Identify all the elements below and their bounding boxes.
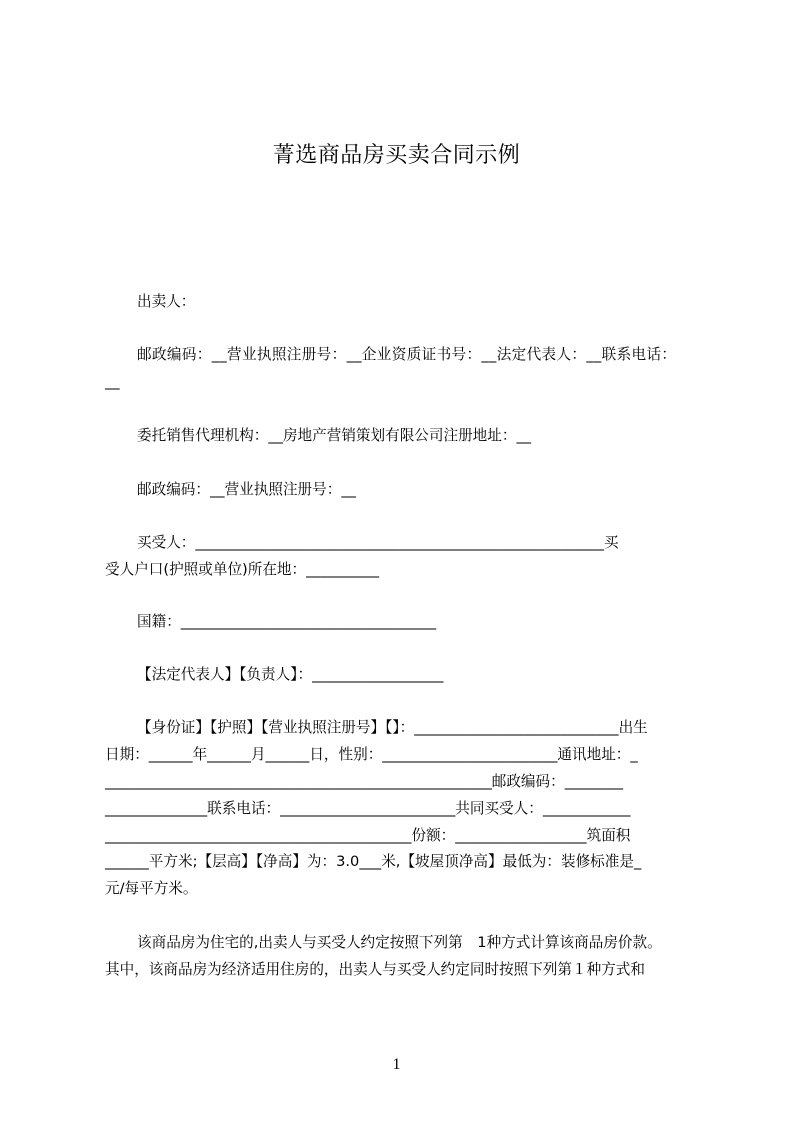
price-unit-line: 元/每平方米。 (105, 880, 198, 897)
birth-date-line: 日期：______年______月______日，性别：________________________通讯地址：_ (105, 746, 638, 763)
legal-representative-line: 【法定代表人】【负责人】：__________________ (137, 666, 444, 683)
document-title: 菁选商品房买卖合同示例 (272, 143, 521, 168)
price-clause-line-continued: 其中，该商品房为经济适用住房的，出卖人与买受人约定同时按照下列第１种方式和 (105, 961, 645, 978)
seller-info-line-continued: __ (105, 373, 120, 390)
share-line: __________________________________________份额：__________________筑面积 (105, 827, 631, 844)
price-clause-line: 该商品房为住宅的,出卖人与买受人约定按照下列第 1种方式计算该商品房价款。 (137, 934, 662, 951)
buyer-line: 买受人：________________________________________________________买 (137, 534, 619, 551)
id-line: 【身份证】【护照】【营业执照注册号】【】：____________________________出生 (137, 719, 648, 736)
seller-label: 出卖人： (137, 293, 196, 310)
seller-info-line: 邮政编码：__营业执照注册号：__企业资质证书号：__法定代表人：__联系电话： (137, 346, 677, 363)
buyer-residence-line: 受人户口(护照或单位)所在地：__________ (105, 561, 380, 578)
phone-line: ______________联系电话：________________________共同买受人：____________ (105, 800, 631, 817)
address-line: _____________________________________________________邮政编码：________ (105, 773, 624, 790)
area-line: ______平方米;【层高】【净高】为：3.0___米,【坡屋顶净高】最低为：装修标准是_ (105, 853, 642, 870)
agency-line: 委托销售代理机构：__房地产营销策划有限公司注册地址：__ (137, 427, 532, 444)
page-number: 1 (392, 1056, 401, 1073)
agency-postal-line: 邮政编码：__营业执照注册号：__ (137, 481, 356, 498)
nationality-line: 国籍：___________________________________ (137, 613, 437, 630)
